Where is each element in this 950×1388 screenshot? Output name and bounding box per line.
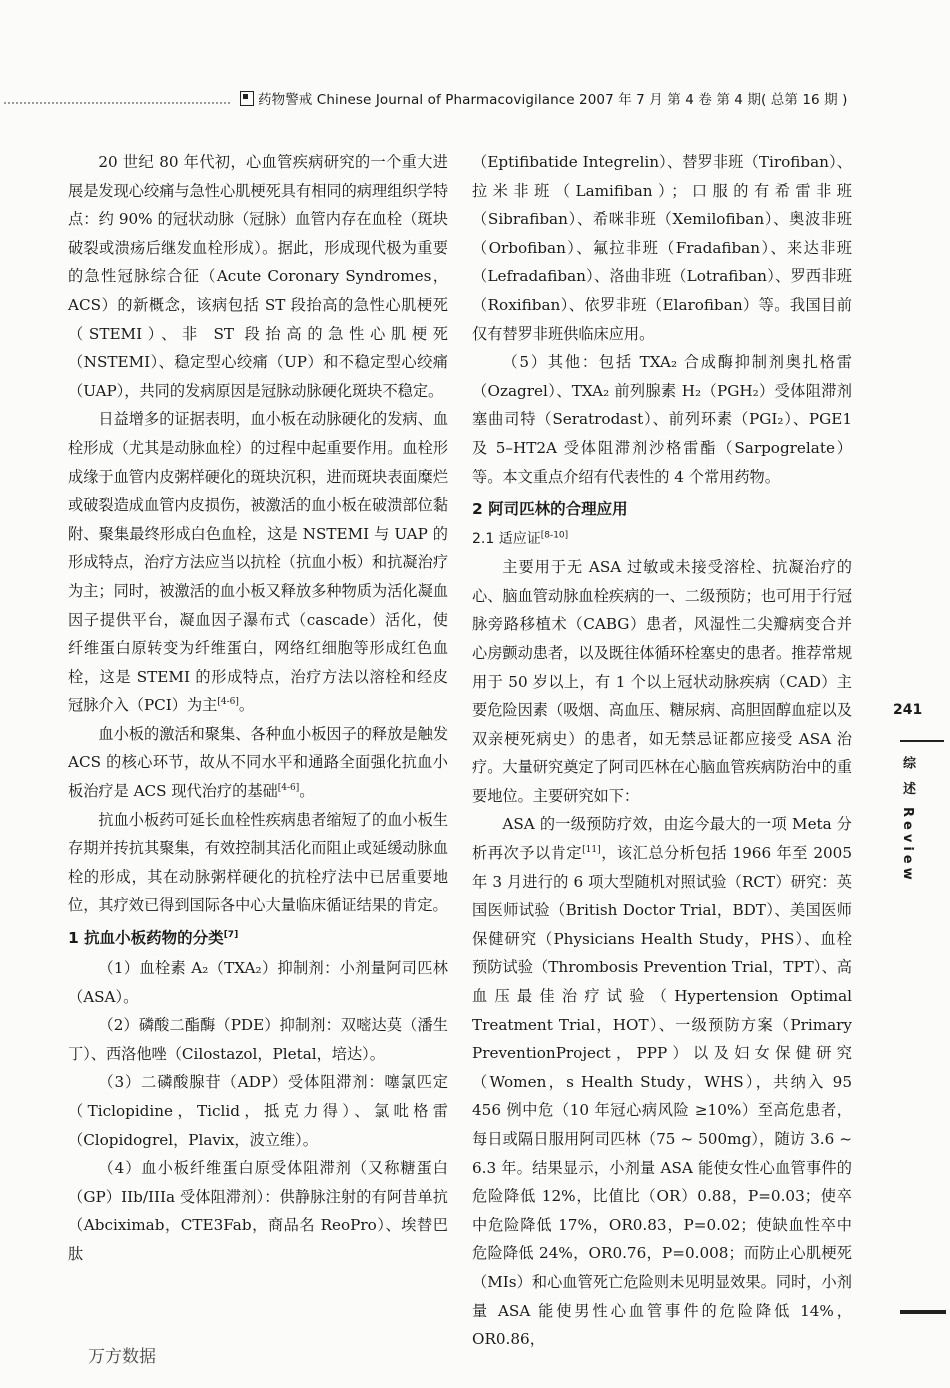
list-item: （2）磷酸二酯酶（PDE）抑制剂：双嘧达莫（潘生丁）、西洛他唑（Cilostazol，Pletal，培达）。 — [68, 1016, 448, 1063]
journal-logo-icon — [240, 91, 254, 106]
journal-header-text: 药物警戒 Chinese Journal of Pharmacovigilance 2007 年 7 月 第 4 卷 第 4 期( 总第 16 期 ) — [258, 92, 848, 108]
section-heading — [68, 924, 448, 952]
paragraph — [472, 810, 852, 1353]
section-label: 综 述 Review — [900, 756, 915, 884]
paragraph: 抗血小板药可延长血栓性疾病患者缩短了的血小板生存期并抟抗其聚集，有效控制其活化而阻止或延缓动脉血栓的形成，其在动脉粥样硬化的抗栓疗法中已居重要地位，其疗效已得到国际各中心大量临床循证结果的肯定。 — [68, 810, 448, 915]
section-heading: 2 阿司匹林的合理应用 — [472, 500, 628, 519]
paragraph-text: 日益增多的证据表明，血小板在动脉硬化的发病、血栓形成（尤其是动脉血栓）的过程中起重要作用。血栓形成缘于血管内皮粥样硬化的斑块沉积，进而斑块表面糜烂或破裂造成血管内皮损伤，被激活的血小板在破溃部位黏附、聚集最终形成白色血栓，这是 NSTEMI 与 UAP 的形成特点，治疗方法应当以抗栓（抗血小板）和抗凝治疗为主；同时，被激活的血小板又释放多种物质为活化凝血因子提供平台，凝血因子瀑布式（cascade）活化，使纤维蛋白原转变为纤维蛋白，网络红细胞等形成红色血栓，这是 STEMI 的形成特点，治疗方法以溶栓和经皮冠脉介入（PCI）为主 — [68, 410, 448, 715]
paragraph-text: ASA 的一级预防疗效，由迄今最大的一项 Meta 分析再次予以肯定 — [472, 815, 852, 863]
page-number: 241 — [893, 702, 923, 718]
paragraph-end: 。 — [238, 696, 255, 715]
right-column — [472, 148, 852, 1354]
paragraph — [68, 405, 448, 720]
heading-text: 2.1 适应证 — [472, 531, 541, 548]
citation: [4-6] — [277, 783, 300, 793]
journal-header — [240, 88, 847, 108]
side-tab-marker — [900, 1310, 946, 1314]
paragraph-text: ，该汇总分析包括 1966 年至 2005 年 3 月进行的 6 项大型随机对照试验（RCT）研究：英国医师试验（British Doctor Trial，BDT）、美国医师保健研究（Physicians Health Study，PHS）、血栓预防试验（Thrombosis Prevention Trial，TPT）、高血压最佳治疗试验（Hypertension Optimal Treatment Trial，HOT）、一级预防方案（Primary PreventionProject，PPP）以及妇女保健研究（Women，s Health Study，WHS），共纳入 95 456 例中危（10 年冠心病风险 ≥10%）至高危患者，每日或隔日服用阿司匹林（75 ~ 500mg），随访 3.6 ~ 6.3 年。结果显示，小剂量 ASA 能使女性心血管事件的危险降低 12%，比值比（OR）0.88，P=0.03；使卒中危险降低 17%，OR0.83，P=0.02；使缺血性卒中危险降低 24%，OR0.76，P=0.008；而防止心肌梗死（MIs）和心血管死亡危险则未见明显效果。同时，小剂量 ASA 能使男性心血管事件的危险降低 14%，OR0.86， — [472, 844, 852, 1349]
paragraph: 主要用于无 ASA 过敏或未接受溶栓、抗凝治疗的心、脑血管动脉血栓疾病的一、二级预防；也可用于行冠脉旁路移植术（CABG）患者，风湿性二尖瓣病变合并心房颤动患者，以及既往体循环栓塞史的患者。推荐常规用于 50 岁以上，有 1 个以上冠状动脉疾病（CAD）主要危险因素（吸烟、高血压、糖尿病、高胆固醇血症以及双亲梗死病史）的患者，如无禁忌证都应接受 ASA 治疗。大量研究奠定了阿司匹林在心脑血管疾病防治中的重要地位。主要研究如下： — [472, 558, 852, 805]
heading-text: 1 抗血小板药物的分类 — [68, 929, 224, 948]
list-item: （3）二磷酸腺苷（ADP）受体阻滞剂：噻氯匹定（Ticlopidine，Ticlid，抵克力得）、氯吡格雷（Clopidogrel，Plavix，波立维）。 — [68, 1073, 448, 1149]
paragraph: （Eptifibatide Integrelin）、替罗非班（Tirofiban）、拉米非班（Lamifiban）；口服的有希雷非班（Sibrafiban）、希咪非班（Xemilofiban）、奥波非班（Orbofiban）、氟拉非班（Fradafiban）、来达非班（Lefradafiban）、洛曲非班（Lotrafiban）、罗西非班（Roxifiban）、依罗非班（Elarofiban）等。我国目前仅有替罗非班供临床应用。 — [472, 153, 852, 343]
paragraph-end: 。 — [299, 782, 315, 801]
watermark-text: 万方数据 — [88, 1347, 156, 1367]
citation: [4-6] — [217, 697, 239, 708]
running-header — [0, 86, 950, 114]
citation: [11] — [582, 845, 601, 855]
citation: [7] — [223, 929, 239, 940]
left-column — [68, 148, 448, 1269]
paragraph — [68, 720, 448, 806]
header-dotted-rule — [4, 92, 230, 104]
citation: [8-10] — [540, 530, 569, 541]
subsection-heading — [472, 525, 852, 553]
list-item: （4）血小板纤维蛋白原受体阻滞剂（又称糖蛋白（GP）IIb/IIIa 受体阻滞剂）：供静脉注射的有阿昔单抗（Abciximab，CTE3Fab，商品名 ReoPro）、埃替巴肽 — [68, 1159, 448, 1263]
list-item: （1）血栓素 A₂（TXA₂）抑制剂：小剂量阿司匹林（ASA）。 — [68, 959, 448, 1006]
list-item: （5）其他：包括 TXA₂ 合成酶抑制剂奥扎格雷（Ozagrel）、TXA₂ 前列腺素 H₂（PGH₂）受体阻滞剂塞曲司特（Seratrodast）、前列环素（PGI₂）、PGE1 及 5–HT2A 受体阻滞剂沙格雷酯（Sarpogrelate）等。本文重点介绍有代表性的 4 个常用药物。 — [472, 353, 852, 486]
paragraph: 20 世纪 80 年代初，心血管疾病研究的一个重大进展是发现心绞痛与急性心肌梗死具有相同的病理组织学特点：约 90% 的冠状动脉（冠脉）血管内存在血栓（斑块破裂或溃疡后继发血栓形成）。据此，形成现代极为重要的急性冠脉综合征（Acute Coronary Syndromes，ACS）的新概念，该病包括 ST 段抬高的急性心肌梗死（STEMI）、非 ST 段抬高的急性心肌梗死（NSTEMI）、稳定型心绞痛（UP）和不稳定型心绞痛（UAP），共同的发病原因是冠脉动脉硬化斑块不稳定。 — [68, 153, 448, 400]
paragraph-text: 血小板的激活和聚集、各种血小板因子的释放是触发 ACS 的核心环节，故从不同水平和通路全面强化抗血小板治疗是 ACS 现代治疗的基础 — [68, 724, 448, 801]
side-divider — [900, 740, 944, 742]
